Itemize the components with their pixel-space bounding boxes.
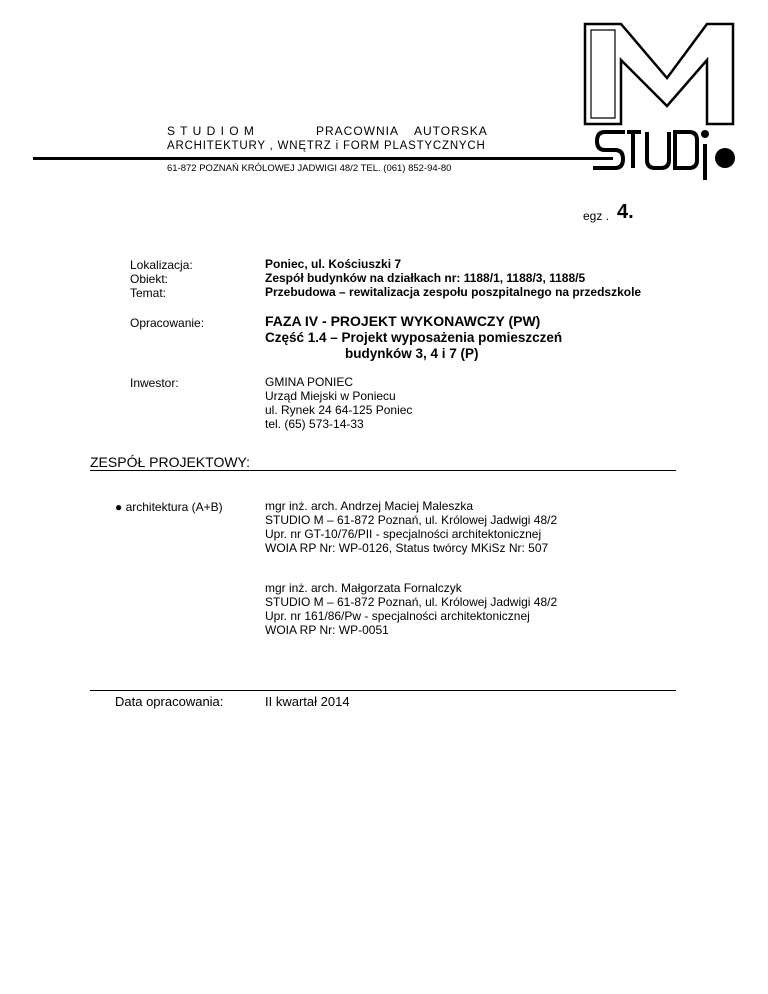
opracowanie-buildings: budynków 3, 4 i 7 (P) [345, 346, 479, 361]
member2-line: Upr. nr 161/86/Pw - specjalności architektonicznej [265, 609, 530, 623]
member1-line: Upr. nr GT-10/76/PII - specjalności architektonicznej [265, 527, 542, 541]
obiekt-value: Zespół budynków na działkach nr: 1188/1, 1188/3, 1188/5 [265, 271, 586, 285]
opracowanie-label: Opracowanie: [130, 316, 205, 330]
inwestor-line: Urząd Miejski w Poniecu [265, 389, 396, 403]
obiekt-label: Obiekt: [130, 272, 169, 286]
inwestor-label: Inwestor: [130, 376, 179, 390]
studio-name: S T U D I O M [167, 124, 255, 138]
member2-line: STUDIO M – 61-872 Poznań, ul. Królowej Jadwigi 48/2 [265, 595, 558, 609]
pracownia-label: PRACOWNIA [316, 124, 400, 138]
opracowanie-phase: FAZA IV - PROJEKT WYKONAWCZY (PW) [265, 313, 541, 329]
inwestor-line: ul. Rynek 24 64-125 Poniec [265, 403, 413, 417]
date-label: Data opracowania: [115, 694, 224, 709]
studio-m-logo [575, 20, 745, 190]
member2-line: mgr inż. arch. Małgorzata Fornalczyk [265, 581, 462, 595]
member1-line: STUDIO M – 61-872 Poznań, ul. Królowej Jadwigi 48/2 [265, 513, 558, 527]
team-heading: ZESPÓŁ PROJEKTOWY: [90, 454, 251, 470]
member2-line: WOIA RP Nr: WP-0051 [265, 623, 389, 637]
header-rule [33, 157, 613, 160]
studio-address: 61-872 POZNAŃ KRÓLOWEJ JADWIGI 48/2 TEL. (061) 852-94-80 [167, 163, 452, 174]
team-role: ● architektura (A+B) [115, 500, 223, 514]
autorska-label: AUTORSKA [414, 124, 488, 138]
copy-number-prefix: egz . [583, 209, 610, 223]
temat-value: Przebudowa – rewitalizacja zespołu poszpitalnego na przedszkole [265, 285, 642, 299]
inwestor-line: tel. (65) 573-14-33 [265, 417, 364, 431]
member1-line: WOIA RP Nr: WP-0126, Status twórcy MKiSz Nr: 507 [265, 541, 549, 555]
date-rule [90, 690, 676, 691]
studio-subtitle: ARCHITEKTURY , WNĘTRZ i FORM PLASTYCZNYCH [167, 140, 486, 152]
lokalizacja-value: Poniec, ul. Kościuszki 7 [265, 257, 402, 271]
temat-label: Temat: [130, 286, 167, 300]
date-value: II kwartał 2014 [265, 694, 350, 709]
member1-line: mgr inż. arch. Andrzej Maciej Maleszka [265, 499, 474, 513]
copy-number: 4. [617, 201, 634, 223]
lokalizacja-label: Lokalizacja: [130, 258, 193, 272]
inwestor-line: GMINA PONIEC [265, 375, 354, 389]
opracowanie-part: Część 1.4 – Projekt wyposażenia pomieszczeń [265, 330, 563, 345]
team-rule [90, 470, 676, 471]
